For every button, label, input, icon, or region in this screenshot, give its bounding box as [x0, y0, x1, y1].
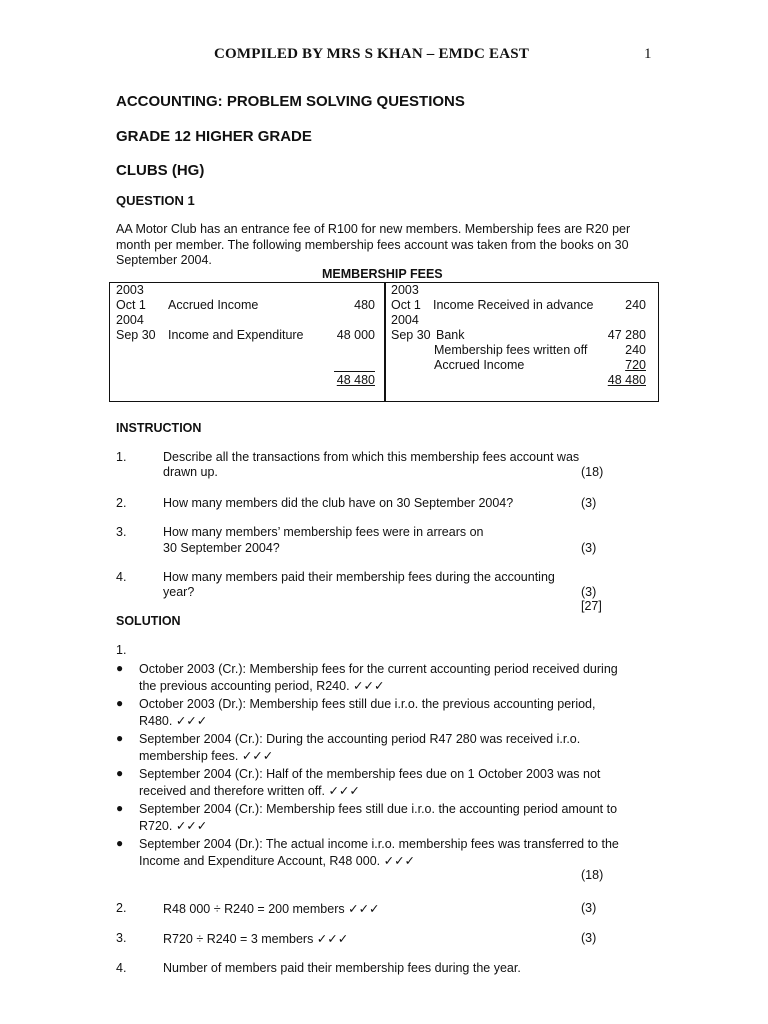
solution-3-text: R720 ÷ R240 = 3 members ✓✓✓	[163, 932, 349, 946]
instruction-3-marks: (3)	[581, 541, 597, 555]
credit-row3-desc: Membership fees written off	[434, 343, 588, 357]
instruction-2-marks: (3)	[581, 496, 597, 510]
question-heading: QUESTION 1	[116, 193, 195, 208]
bullet-2: ●	[116, 696, 124, 710]
debit-row1-date: Oct 1	[116, 298, 146, 312]
main-heading: ACCOUNTING: PROBLEM SOLVING QUESTIONS	[116, 93, 465, 110]
solution-4-number: 4.	[116, 961, 127, 975]
solution-bullet-6-line-1: September 2004 (Dr.): The actual income i.r.o. membership fees was transferred to the	[139, 837, 619, 851]
intro-line-1: AA Motor Club has an entrance fee of R100 for new members. Membership fees are R20 per	[116, 222, 631, 236]
solution-bullet-2-line-2: R480. ✓✓✓	[139, 714, 208, 728]
solution-bullet-1-line-2: the previous accounting period, R240. ✓✓✓	[139, 679, 385, 693]
bullet-4: ●	[116, 766, 124, 780]
solution-bullet-6-line-2: Income and Expenditure Account, R48 000. ✓✓✓	[139, 854, 416, 868]
bullet-5: ●	[116, 801, 124, 815]
credit-row1-date: Oct 1	[391, 298, 421, 312]
credit-row3-amount: 240	[625, 343, 646, 357]
bullet-3: ●	[116, 731, 124, 745]
credit-row2-amount: 47 280	[607, 328, 646, 342]
solution-3-marks: (3)	[581, 931, 597, 945]
credit-row1-amount: 240	[625, 298, 646, 312]
solution-4-text: Number of members paid their membership fees during the year.	[163, 961, 521, 975]
solution-3-number: 3.	[116, 931, 127, 945]
solution-bullet-4-line-2: received and therefore written off. ✓✓✓	[139, 784, 360, 798]
bullet-1: ●	[116, 661, 124, 675]
instruction-3-number: 3.	[116, 525, 127, 539]
solution-bullet-3-line-2: membership fees. ✓✓✓	[139, 749, 274, 763]
debit-row1-amount: 480	[354, 298, 375, 312]
instruction-4-marks: (3)	[581, 585, 597, 599]
credit-total: 48 480	[607, 373, 646, 387]
debit-row2-desc: Income and Expenditure	[168, 328, 304, 342]
credit-year-1: 2003	[391, 283, 419, 297]
solution-2-text: R48 000 ÷ R240 = 200 members ✓✓✓	[163, 902, 380, 916]
solution-bullet-5-line-2: R720. ✓✓✓	[139, 819, 208, 833]
solution-1-marks: (18)	[581, 868, 604, 882]
debit-row1-desc: Accrued Income	[168, 298, 259, 312]
debit-year-2: 2004	[116, 313, 144, 327]
bullet-6: ●	[116, 836, 124, 850]
debit-row2-date: Sep 30	[116, 328, 156, 342]
instruction-3-line-2: 30 September 2004?	[163, 541, 280, 555]
instruction-1-number: 1.	[116, 450, 127, 464]
instruction-2-line-1: How many members did the club have on 30 September 2004?	[163, 496, 514, 510]
instruction-1-line-2: drawn up.	[163, 465, 218, 479]
solution-bullet-5-line-1: September 2004 (Cr.): Membership fees still due i.r.o. the accounting period amount to	[139, 802, 618, 816]
credit-row4-amount: 720	[625, 358, 646, 372]
instruction-2-number: 2.	[116, 496, 127, 510]
instruction-4-line-1: How many members paid their membership fees during the accounting	[163, 570, 555, 584]
question-total-marks: [27]	[581, 599, 602, 613]
credit-year-2: 2004	[391, 313, 419, 327]
instruction-1-line-1: Describe all the transactions from which this membership fees account was	[163, 450, 580, 464]
ledger-account	[109, 282, 659, 402]
grade-heading: GRADE 12 HIGHER GRADE	[116, 128, 312, 145]
page-number: 1	[644, 46, 652, 62]
document-header: COMPILED BY MRS S KHAN – EMDC EAST	[214, 46, 530, 62]
credit-row4-desc: Accrued Income	[434, 358, 525, 372]
ledger-title: MEMBERSHIP FEES	[322, 267, 443, 281]
solution-bullet-2-line-1: October 2003 (Dr.): Membership fees still due i.r.o. the previous accounting period,	[139, 697, 596, 711]
debit-total: 48 480	[336, 373, 375, 387]
instruction-1-marks: (18)	[581, 465, 604, 479]
debit-row2-amount: 48 000	[336, 328, 375, 342]
credit-row1-desc: Income Received in advance	[433, 298, 594, 312]
credit-row2-desc: Bank	[436, 328, 465, 342]
intro-line-2: month per member. The following membership fees account was taken from the books on 30	[116, 238, 629, 252]
instruction-heading: INSTRUCTION	[116, 421, 202, 435]
credit-row2-date: Sep 30	[391, 328, 431, 342]
solution-bullet-4-line-1: September 2004 (Cr.): Half of the membership fees due on 1 October 2003 was not	[139, 767, 601, 781]
instruction-3-line-1: How many members’ membership fees were in arrears on	[163, 525, 484, 539]
intro-line-3: September 2004.	[116, 253, 212, 267]
solution-1-number: 1.	[116, 643, 127, 657]
instruction-4-number: 4.	[116, 570, 127, 584]
solution-bullet-1-line-1: October 2003 (Cr.): Membership fees for the current accounting period received during	[139, 662, 618, 676]
ledger-divider	[384, 283, 386, 401]
debit-year-1: 2003	[116, 283, 144, 297]
section-heading: CLUBS (HG)	[116, 162, 205, 179]
instruction-4-line-2: year?	[163, 585, 195, 599]
debit-total-rule	[334, 371, 375, 372]
solution-2-marks: (3)	[581, 901, 597, 915]
solution-2-number: 2.	[116, 901, 127, 915]
solution-heading: SOLUTION	[116, 614, 181, 628]
solution-bullet-3-line-1: September 2004 (Cr.): During the accounting period R47 280 was received i.r.o.	[139, 732, 581, 746]
